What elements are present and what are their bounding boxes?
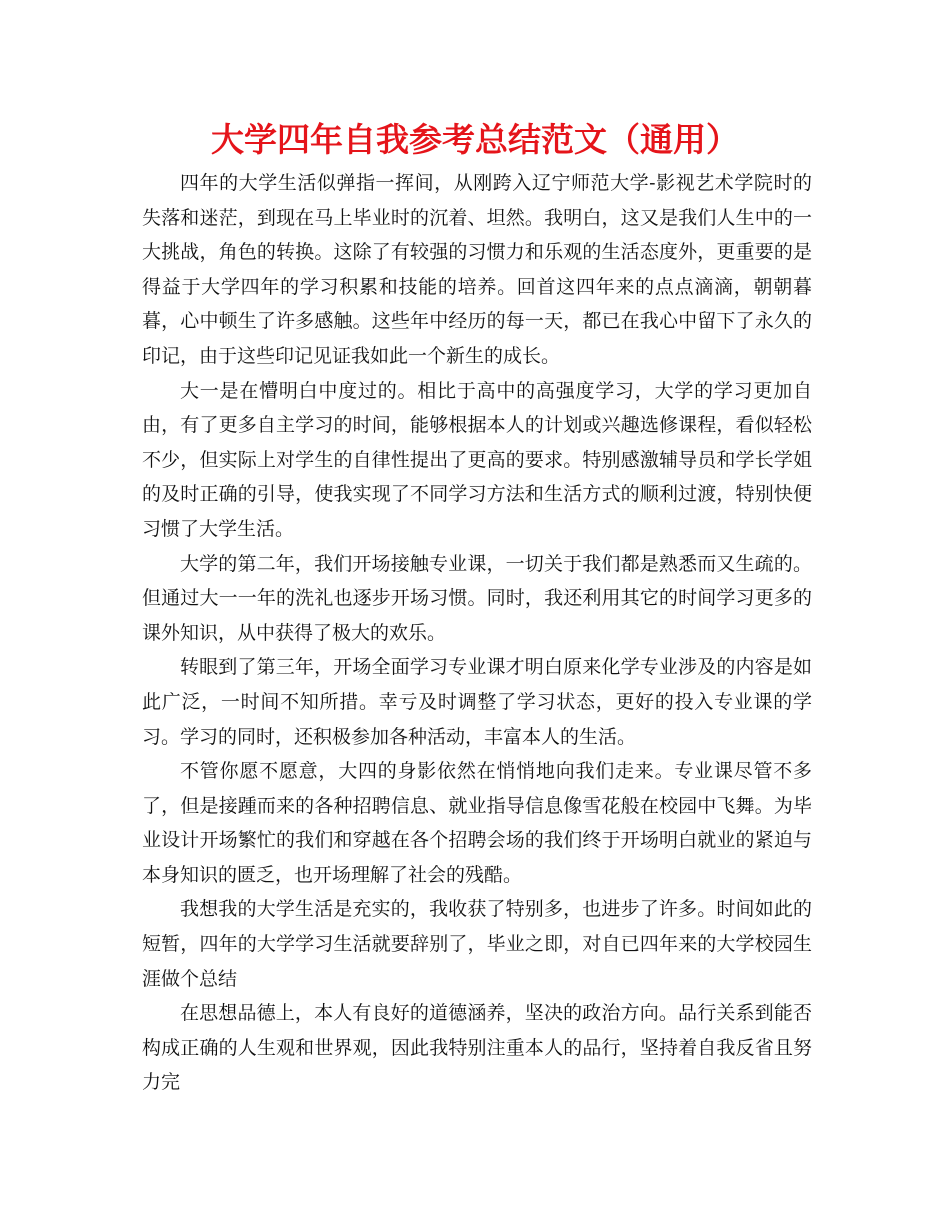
document-body — [142, 166, 812, 1100]
paragraph: 四年的大学生活似弹指一挥间，从刚跨入辽宁师范大学-影视艺术学院时的失落和迷茫，到现在马上毕业时的沉着、坦然。我明白，这又是我们人生中的一大挑战，角色的转换。这除了有较强的习惯力和乐观的生活态度外，更重要的是得益于大学四年的学习积累和技能的培养。回首这四年来的点点滴滴，朝朝暮暮，心中顿生了许多感触。这些年中经历的每一天，都已在我心中留下了永久的印记，由于这些印记见证我如此一个新生的成长。 — [142, 172, 812, 367]
paragraph: 大学的第二年，我们开场接触专业课，一切关于我们都是熟悉而又生疏的。但通过大一一年的洗礼也逐步开场习惯。同时，我还利用其它的时间学习更多的课外知识，从中获得了极大的欢乐。 — [142, 552, 812, 644]
paragraph: 大一是在懵明白中度过的。相比于高中的高强度学习，大学的学习更加自由，有了更多自主学习的时间，能够根据本人的计划或兴趣选修课程，看似轻松不少，但实际上对学生的自律性提出了更高的要求。特别感激辅导员和学长学姐的及时正确的引导，使我实现了不同学习方法和生活方式的顺利过渡，特别快便习惯了大学生活。 — [142, 379, 812, 540]
paragraph: 不管你愿不愿意，大四的身影依然在悄悄地向我们走来。专业课尽管不多了，但是接踵而来的各种招聘信息、就业指导信息像雪花般在校园中飞舞。为毕业设计开场繁忙的我们和穿越在各个招聘会场的我们终于开场明白就业的紧迫与本身知识的匮乏，也开场理解了社会的残酷。 — [142, 760, 812, 886]
paragraph: 在思想品德上，本人有良好的道德涵养，坚决的政治方向。品行关系到能否构成正确的人生观和世界观，因此我特别注重本人的品行，坚持着自我反省且努力完 — [142, 1002, 812, 1094]
paragraph: 转眼到了第三年，开场全面学习专业课才明白原来化学专业涉及的内容是如此广泛，一时间不知所措。幸亏及时调整了学习状态，更好的投入专业课的学习。学习的同时，还积极参加各种活动，丰富本人的生活。 — [142, 656, 812, 748]
paragraph: 我想我的大学生活是充实的，我收获了特别多，也进步了许多。时间如此的短暂，四年的大学学习生活就要辞别了，毕业之即，对自已四年来的大学校园生涯做个总结 — [142, 898, 812, 990]
document-title: 大学四年自我参考总结范文（通用） — [211, 120, 739, 159]
